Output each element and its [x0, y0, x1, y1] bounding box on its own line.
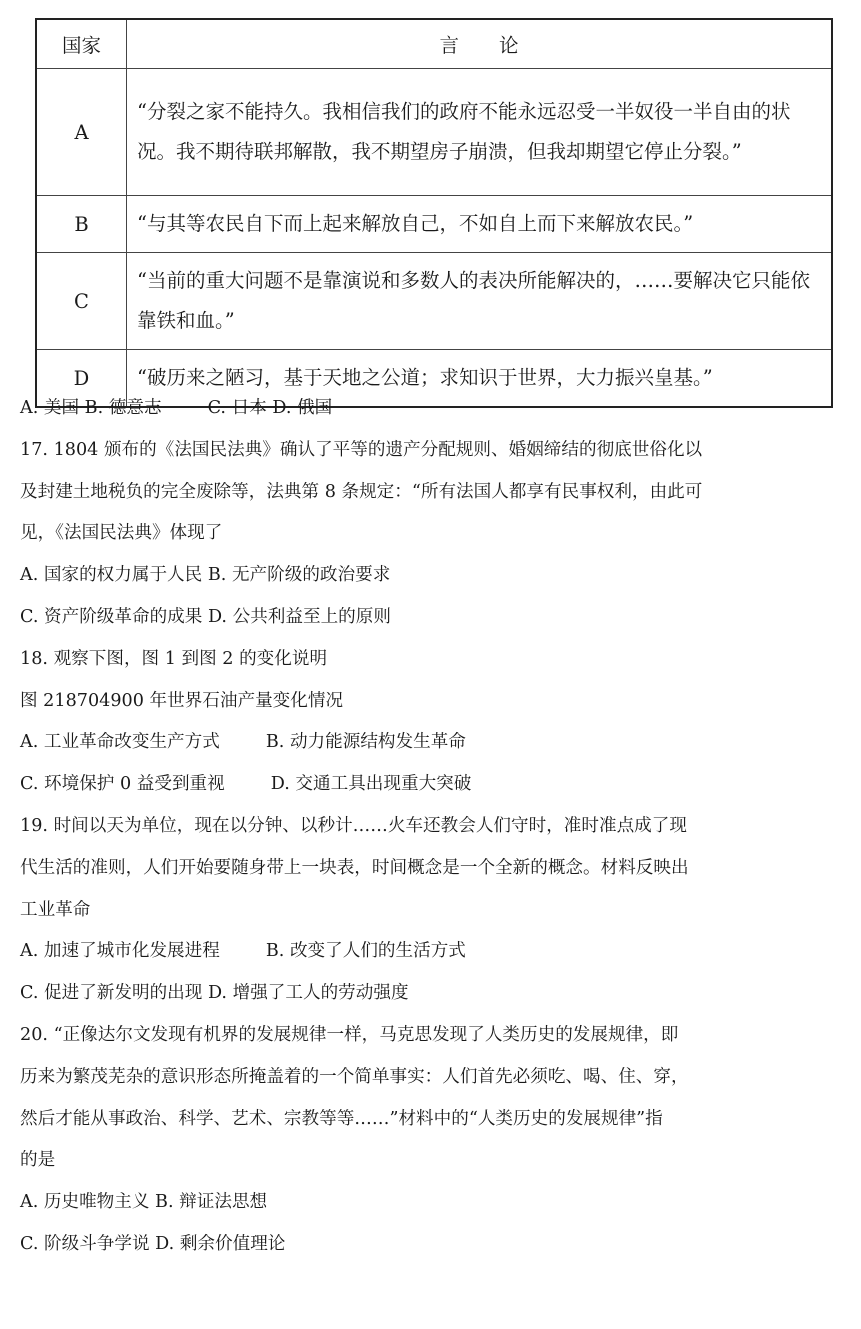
q18-options-ab: [20, 722, 845, 764]
q17-stem-line: 17. 1804 颁布的《法国民法典》确认了平等的遗产分配规则、婚姻缔结的彻底世俗化以: [20, 439, 703, 460]
speech-cell: “当前的重大问题不是靠演说和多数人的表决所能解决的，……要解决它只能依靠铁和血。”: [127, 253, 833, 350]
country-cell: B: [36, 196, 127, 253]
q19-option-b: B. 改变了人们的生活方式: [265, 941, 466, 962]
q18-option-c: C. 环境保护 0 益受到重视: [20, 774, 225, 795]
country-cell: C: [36, 253, 127, 350]
q17-stem-line: 见，《法国民法典》体现了: [20, 523, 223, 544]
q18-option-a: A. 工业革命改变生产方式: [20, 732, 220, 753]
q18-figure-caption: 图 218704900 年世界石油产量变化情况: [20, 690, 344, 711]
header-speech: 言论: [127, 19, 833, 69]
q20-option-cd: C. 阶级斗争学说 D. 剩余价值理论: [20, 1233, 286, 1254]
q18-options-cd: [20, 764, 845, 806]
q20-stem-line: 然后才能从事政治、科学、艺术、宗教等等……”材料中的“人类历史的发展规律”指: [20, 1108, 663, 1129]
header-country: 国家: [36, 19, 127, 69]
country-cell: A: [36, 69, 127, 196]
q20-stem-line: 历来为繁茂芜杂的意识形态所掩盖着的一个简单事实：人们首先必须吃、喝、住、穿，: [20, 1066, 689, 1087]
q16-options: [20, 388, 845, 430]
q19-options-ab: [20, 931, 845, 973]
quotes-table: [35, 18, 833, 408]
q19-option-cd: C. 促进了新发明的出现 D. 增强了工人的劳动强度: [20, 983, 409, 1004]
table-row: [36, 196, 832, 253]
q16-option-ab: A. 美国 B. 德意志: [20, 398, 162, 418]
q19-stem-line: 代生活的准则，人们开始要随身带上一块表，时间概念是一个全新的概念。材料反映出: [20, 857, 689, 878]
q19-option-a: A. 加速了城市化发展进程: [20, 941, 220, 962]
q18-option-d: D. 交通工具出现重大突破: [270, 774, 472, 795]
q16-option-cd: C. 日本 D. 俄国: [207, 398, 333, 418]
country-cell: D: [36, 350, 127, 408]
q18-stem-line: 18. 观察下图，图 1 到图 2 的变化说明: [20, 648, 328, 669]
speech-cell: “分裂之家不能持久。我相信我们的政府不能永远忍受一半奴役一半自由的状况。我不期待联邦解散，我不期望房子崩溃，但我却期望它停止分裂。”: [127, 69, 833, 196]
table-header-row: [36, 19, 832, 69]
q18-option-b: B. 动力能源结构发生革命: [265, 732, 466, 753]
q19-stem-line: 19. 时间以天为单位，现在以分钟、以秒计……火车还教会人们守时，准时准点成了现: [20, 815, 687, 836]
q17-option-cd: C. 资产阶级革命的成果 D. 公共利益至上的原则: [20, 606, 391, 627]
table-row: [36, 69, 832, 196]
table-row: [36, 253, 832, 350]
q20-stem-line: 20. “正像达尔文发现有机界的发展规律一样，马克思发现了人类历史的发展规律，即: [20, 1024, 679, 1045]
speech-cell: “与其等农民自下而上起来解放自己，不如自上而下来解放农民。”: [127, 196, 833, 253]
q20-stem-line: 的是: [20, 1150, 56, 1171]
q20-option-ab: A. 历史唯物主义 B. 辩证法思想: [20, 1192, 268, 1213]
questions-block: [20, 388, 845, 1266]
q19-stem-line: 工业革命: [20, 899, 91, 920]
q17-option-ab: A. 国家的权力属于人民 B. 无产阶级的政治要求: [20, 565, 391, 586]
speech-cell: “破历来之陋习，基于天地之公道；求知识于世界，大力振兴皇基。”: [127, 350, 833, 408]
q17-stem-line: 及封建土地税负的完全废除等，法典第 8 条规定：“所有法国人都享有民事权利，由此可: [20, 481, 703, 502]
